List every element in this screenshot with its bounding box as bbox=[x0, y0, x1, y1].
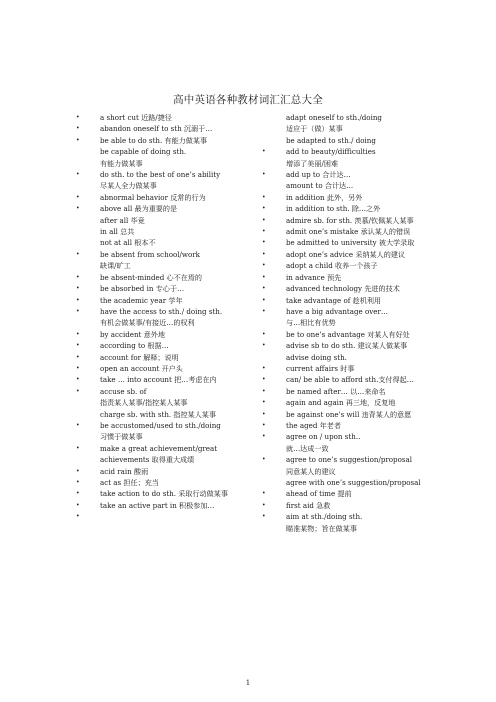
vocab-text: add to beauty/difficulties bbox=[286, 147, 376, 157]
vocab-text: acid rain 酸雨 bbox=[100, 466, 149, 476]
vocab-text: in advance 预先 bbox=[286, 272, 342, 282]
vocab-text: open an account 开户头 bbox=[100, 363, 183, 373]
bullet-icon: • bbox=[76, 444, 80, 452]
bullet-icon: • bbox=[76, 193, 80, 201]
vocab-continuation: advise doing sth. bbox=[286, 352, 347, 362]
page-number: 1 bbox=[245, 679, 251, 687]
vocab-text: be absent-minded 心不在焉的 bbox=[100, 272, 202, 282]
vocab-text: add up to 合计达… bbox=[286, 170, 351, 180]
vocab-text: current affairs 时事 bbox=[286, 363, 355, 373]
vocab-text: take advantage of 趁机利用 bbox=[286, 295, 382, 305]
vocab-entry bbox=[262, 397, 462, 408]
vocab-entry bbox=[262, 203, 462, 214]
vocab-entry bbox=[262, 249, 462, 260]
vocab-continuation: amount to 合计达… bbox=[286, 181, 354, 191]
bullet-icon: • bbox=[262, 513, 266, 521]
vocab-text: adopt one’s advice 采纳某人的建议 bbox=[286, 249, 406, 259]
vocab-entry bbox=[76, 192, 276, 203]
vocab-continuation: charge sb. with sth. 指控某人某事 bbox=[100, 409, 216, 419]
left-column bbox=[76, 112, 276, 521]
vocab-text: the aged 年老者 bbox=[286, 420, 341, 430]
vocab-entry bbox=[262, 409, 462, 420]
vocab-entry bbox=[76, 374, 276, 385]
vocab-text: make a great achievement/great bbox=[100, 443, 218, 453]
vocab-entry bbox=[76, 112, 276, 123]
vocab-entry bbox=[76, 500, 276, 511]
vocab-text: agree on / upon sth.. bbox=[286, 432, 361, 442]
bullet-icon: • bbox=[76, 330, 80, 338]
bullet-icon: • bbox=[262, 171, 266, 179]
bullet-icon: • bbox=[262, 193, 266, 201]
bullet-icon: • bbox=[262, 239, 266, 247]
vocab-text: admire sb. for sth. 羡慕/钦佩某人某事 bbox=[286, 215, 414, 225]
vocab-text: account for 解释；说明 bbox=[100, 352, 179, 362]
vocab-text: the academic year 学年 bbox=[100, 295, 183, 305]
bullet-icon: • bbox=[262, 410, 266, 418]
bullet-icon: • bbox=[76, 364, 80, 372]
bullet-icon: • bbox=[262, 216, 266, 224]
vocab-continuation: 指责某人某事/指控某人某事 bbox=[100, 398, 188, 408]
vocab-entry bbox=[262, 363, 462, 374]
vocab-entry bbox=[262, 237, 462, 248]
bullet-icon: • bbox=[76, 285, 80, 293]
bullet-icon: • bbox=[76, 273, 80, 281]
bullet-icon: • bbox=[262, 342, 266, 350]
vocab-text: first aid 急救 bbox=[286, 500, 331, 510]
vocab-entry bbox=[76, 420, 276, 431]
bullet-icon: • bbox=[76, 501, 80, 509]
bullet-icon: • bbox=[76, 136, 80, 144]
vocab-entry bbox=[262, 386, 462, 397]
vocab-text: take action to do sth. 采取行动做某事 bbox=[100, 489, 228, 499]
vocab-continuation: 瞄准某物；旨在做某事 bbox=[286, 523, 357, 533]
vocab-continuation: 习惯于做某事 bbox=[100, 432, 143, 442]
vocab-entry bbox=[76, 249, 276, 260]
bullet-icon: • bbox=[262, 285, 266, 293]
vocab-continuation: 同意某人的建议 bbox=[286, 466, 336, 476]
vocab-continuation: 缺课/旷工 bbox=[100, 261, 131, 271]
vocab-text: be to one’s advantage 对某人有好处 bbox=[286, 329, 410, 339]
vocab-continuation: 有机会做某事/有接近…的权利 bbox=[100, 318, 195, 328]
vocab-continuation: agree with one’s suggestion/proposal bbox=[286, 478, 421, 487]
bullet-icon: • bbox=[262, 376, 266, 384]
bullet-icon: • bbox=[76, 353, 80, 361]
vocab-text: be absent from school/work bbox=[100, 249, 200, 259]
bullet-icon: • bbox=[76, 307, 80, 315]
vocab-entry bbox=[76, 135, 276, 146]
vocab-text: in addition to sth. 除…之外 bbox=[286, 204, 381, 214]
vocab-entry bbox=[262, 226, 462, 237]
bullet-icon: • bbox=[262, 148, 266, 156]
bullet-icon: • bbox=[76, 490, 80, 498]
vocab-text: according to 根据… bbox=[100, 341, 169, 351]
vocab-entry bbox=[262, 500, 462, 511]
vocab-continuation: 有能力做某事 bbox=[100, 158, 143, 168]
vocab-text: by accident 意外地 bbox=[100, 329, 165, 339]
vocab-entry bbox=[76, 352, 276, 363]
vocab-continuation: be adapted to sth./ doing bbox=[286, 135, 376, 145]
vocab-entry bbox=[262, 260, 462, 271]
vocab-entry bbox=[262, 454, 462, 465]
bullet-icon: • bbox=[76, 205, 80, 213]
vocab-text: be able to do sth. 有能力做某事 bbox=[100, 135, 208, 145]
vocab-text: be named after… 以…来命名 bbox=[286, 386, 386, 396]
vocab-entry bbox=[76, 488, 276, 499]
vocab-continuation: after all 毕竟 bbox=[100, 215, 145, 225]
vocab-entry bbox=[262, 283, 462, 294]
vocab-continuation: in all 总共 bbox=[100, 227, 135, 237]
bullet-icon: • bbox=[76, 479, 80, 486]
vocab-entry bbox=[262, 295, 462, 306]
bullet-icon: • bbox=[262, 456, 266, 464]
vocab-text: advise sb to do sth. 建议某人做某事 bbox=[286, 341, 408, 351]
vocab-text: abandon oneself to sth 沉溺于… bbox=[100, 124, 213, 134]
vocab-text: have the access to sth./ doing sth. bbox=[100, 306, 223, 316]
vocab-entry bbox=[262, 431, 462, 442]
vocab-entry bbox=[262, 146, 462, 157]
vocab-continuation: be capable of doing sth. bbox=[100, 147, 187, 157]
vocab-entry bbox=[76, 295, 276, 306]
vocab-continuation: 适应于（做）某事 bbox=[286, 124, 343, 134]
bullet-icon: • bbox=[262, 399, 266, 407]
vocab-text: admit one’s mistake 承认某人的错误 bbox=[286, 227, 411, 237]
vocab-entry bbox=[76, 123, 276, 134]
bullet-icon: • bbox=[262, 364, 266, 372]
bullet-icon: • bbox=[76, 114, 80, 121]
vocab-text: advanced technology 先进的技术 bbox=[286, 284, 400, 294]
bullet-icon: • bbox=[262, 296, 266, 304]
vocab-entry bbox=[76, 386, 276, 397]
bullet-icon: • bbox=[262, 273, 266, 281]
vocab-text: aim at sth./doing sth. bbox=[286, 512, 363, 522]
bullet-icon: • bbox=[76, 387, 80, 395]
vocab-text: be accustomed/used to sth./doing bbox=[100, 420, 221, 430]
vocab-entry bbox=[262, 215, 462, 226]
vocab-text: in addition 此外，另外 bbox=[286, 192, 363, 202]
bullet-icon: • bbox=[76, 296, 80, 304]
bullet-icon: • bbox=[262, 262, 266, 270]
bullet-icon: • bbox=[76, 421, 80, 429]
bullet-icon: • bbox=[262, 433, 266, 441]
vocab-text: be absorbed in 专心于… bbox=[100, 284, 185, 294]
vocab-entry bbox=[76, 340, 276, 351]
vocab-continuation: 与…相比有优势 bbox=[286, 318, 336, 328]
vocab-entry bbox=[76, 283, 276, 294]
vocab-text: agree to one’s suggestion/proposal bbox=[286, 455, 413, 465]
vocab-text: do sth. to the best of one’s ability bbox=[100, 170, 221, 180]
bullet-icon: • bbox=[262, 330, 266, 338]
bullet-icon: • bbox=[76, 171, 80, 179]
vocab-text: ahead of time 提前 bbox=[286, 489, 352, 499]
vocab-text: accuse sb. of bbox=[100, 386, 147, 396]
vocab-entry bbox=[262, 329, 462, 340]
vocab-text: above all 最为重要的是 bbox=[100, 204, 178, 214]
vocab-continuation: 增添了美丽/困难 bbox=[286, 158, 339, 168]
right-column bbox=[262, 112, 462, 534]
vocab-text: have a big advantage over… bbox=[286, 306, 388, 316]
vocab-text: a short cut 近路/捷径 bbox=[100, 113, 172, 122]
vocab-entry bbox=[262, 420, 462, 431]
bullet-icon: • bbox=[262, 250, 266, 258]
vocab-continuation: 尽某人全力做某事 bbox=[100, 181, 157, 191]
bullet-icon: • bbox=[262, 307, 266, 315]
vocab-text: be admitted to university 被大学录取 bbox=[286, 238, 415, 248]
vocab-entry bbox=[262, 511, 462, 522]
vocab-text: abnormal behavior 反常的行为 bbox=[100, 192, 206, 202]
bullet-icon: • bbox=[76, 250, 80, 258]
vocab-entry bbox=[262, 272, 462, 283]
vocab-continuation: not at all 根本不 bbox=[100, 238, 156, 248]
bullet-icon: • bbox=[262, 205, 266, 213]
vocab-entry bbox=[76, 363, 276, 374]
bullet-icon: • bbox=[76, 467, 80, 475]
vocab-entry bbox=[262, 306, 462, 317]
page-title: 高中英语各种教材词汇汇总大全 bbox=[173, 94, 323, 106]
vocab-text: take … into account 把…考虑在内 bbox=[100, 375, 217, 385]
vocab-entry bbox=[76, 306, 276, 317]
bullet-icon: • bbox=[262, 490, 266, 498]
bullet-icon: • bbox=[262, 387, 266, 395]
bullet-icon: • bbox=[76, 376, 80, 384]
bullet-icon: • bbox=[76, 513, 80, 521]
vocab-entry bbox=[262, 488, 462, 499]
vocab-entry bbox=[76, 443, 276, 454]
vocab-text: can/ be able to afford sth.支付得起… bbox=[286, 375, 414, 385]
vocab-continuation: achievements 取得重大成绩 bbox=[100, 455, 195, 465]
vocab-continuation: adapt oneself to sth./doing bbox=[286, 113, 382, 122]
bullet-icon: • bbox=[76, 342, 80, 350]
vocab-entry bbox=[262, 192, 462, 203]
bullet-icon: • bbox=[262, 421, 266, 429]
vocab-entry bbox=[262, 169, 462, 180]
vocab-entry bbox=[76, 272, 276, 283]
vocab-text: adopt a child 收养一个孩子 bbox=[286, 261, 378, 271]
vocab-text: again and again 再三地，反复地 bbox=[286, 398, 396, 408]
vocab-entry bbox=[262, 374, 462, 385]
vocab-text: act as 担任；充当 bbox=[100, 478, 159, 487]
bullet-icon: • bbox=[262, 228, 266, 236]
vocab-entry bbox=[76, 329, 276, 340]
bullet-icon: • bbox=[76, 125, 80, 133]
bullet-icon: • bbox=[262, 501, 266, 509]
vocab-text: be against one's will 违背某人的意愿 bbox=[286, 409, 412, 419]
vocab-entry bbox=[76, 169, 276, 180]
vocab-entry bbox=[76, 477, 276, 488]
vocab-entry bbox=[76, 203, 276, 214]
vocab-text: take an active part in 积极参加… bbox=[100, 500, 215, 510]
vocab-entry bbox=[262, 340, 462, 351]
vocab-continuation: 就…达成一致 bbox=[286, 443, 329, 453]
vocab-entry bbox=[76, 466, 276, 477]
